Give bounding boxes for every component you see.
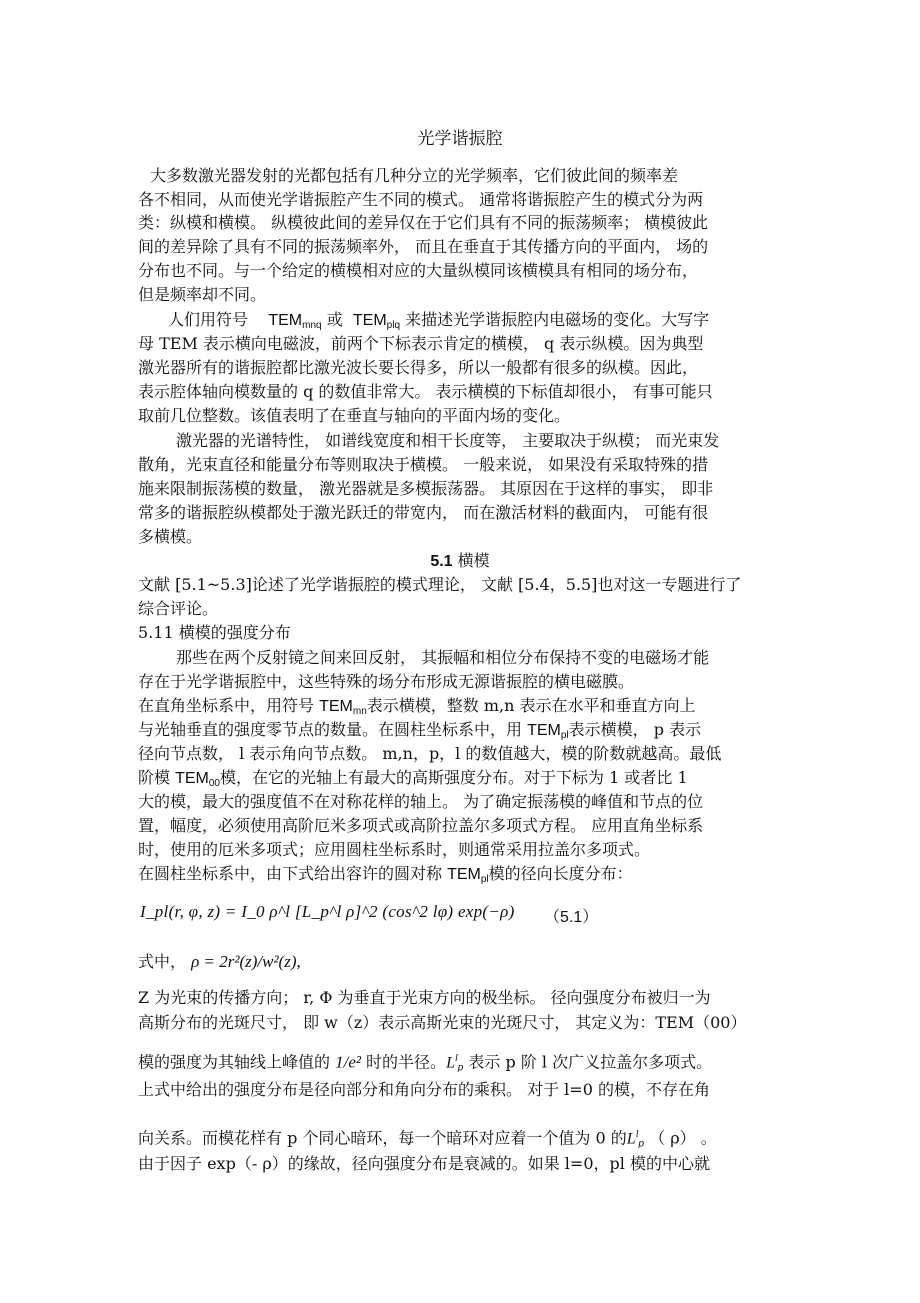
para1-line: 大多数激光器发射的光都包括有几种分立的光学频率，它们彼此间的频率差 (150, 166, 679, 185)
para5-line: 那些在两个反射镜之间来回反射， 其振幅和相位分布保持不变的电磁场才能 (176, 648, 710, 667)
para4-line: 综合评论。 (138, 599, 219, 618)
para3-line: 散角，光束直径和能量分布等则取决于横模。 一般来说， 如果没有采取特殊的措 (138, 455, 709, 474)
para5-line: 存在于光学谐振腔中，这些特殊的场分布形成无源谐振腔的横电磁膜。 (138, 672, 635, 691)
para7-line: 向关系。而模花样有 p 个同心暗环，每一个暗环对应着一个值为 0 的$L^l_p$ （ ρ） 。 (138, 1122, 798, 1148)
para2-line: 人们用符号 $TEM_{mnq}$ 或 $TEM_{plq}$ 来描述光学谐振腔内电磁场的变化。大写字 (168, 310, 710, 331)
para3-line: 施来限制振荡模的数量， 激光器就是多模振荡器。 其原因在于这样的事实， 即非 (138, 479, 714, 498)
section-heading-5-1: 5.1 横模 (430, 551, 490, 570)
para3-line: 多横模。 (138, 527, 203, 546)
para2-line: 表示腔体轴向模数量的 q 的数值非常大。 表示横模的下标值却很小， 有事可能只 (138, 382, 713, 401)
para1-line: 间的差异除了具有不同的振荡频率外， 而且在垂直于其传播方向的平面内， 场的 (138, 237, 709, 256)
para1-line: 类：纵模和横模。 纵模彼此间的差异仅在于它们具有不同的振荡频率； 横模彼此 (138, 213, 709, 232)
para6-line: 在圆柱坐标系中，由下式给出容许的圆对称 $TEM_{pl}$模的径向长度分布： (138, 864, 633, 885)
para3-line: 激光器的光谱特性， 如谱线宽度和相干长度等， 主要取决于纵模； 而光束发 (176, 431, 720, 450)
para6-line: 与光轴垂直的强度零节点的数量。在圆柱坐标系中，用 $TEM_{pl}$表示横模， p 表示 (138, 720, 702, 741)
formula-5-1: I_pl(r, φ, z) = I_0 ρ^l [L_p^l ρ]^2 (cos^2 lφ) exp(−ρ) (140, 902, 515, 921)
para2-line: 激光器所有的谐振腔都比激光波长要长得多，所以一般都有很多的纵模。因此， (138, 358, 699, 377)
para6-line: 阶模 $TEM_{00}$模，在它的光轴上有最大的高斯强度分布。对于下标为 1 或者比 1 (138, 768, 688, 789)
one-over-e-squared: 1/e² (335, 1052, 361, 1072)
para6-line: 置，幅度，必须使用高阶厄米多项式或高阶拉盖尔多项式方程。 应用直角坐标系 (138, 816, 704, 835)
para1-line: 但是频率却不同。 (138, 285, 267, 304)
para3-line: 常多的谐振腔纵模都处于激光跃迁的带宽内， 而在激活材料的截面内， 可能有很 (138, 503, 709, 522)
para7-line: Z 为光束的传播方向； r, Φ 为垂直于光束方向的极坐标。 径向强度分布被归一为 (138, 988, 711, 1007)
para1-line: 分布也不同。与一个给定的横模相对应的大量纵模同该横模具有相同的场分布， (138, 261, 699, 280)
page-title: 光学谐振腔 (417, 129, 503, 149)
where-line: 式中， ρ = 2r²(z)/w²(z), (138, 952, 301, 971)
para7-line: 高斯分布的光斑尺寸， 即 w（z）表示高斯光束的光斑尺寸， 其定义为：TEM（00） (138, 1013, 747, 1032)
para7-line: 上式中给出的强度分布是径向部分和角向分布的乘积。 对于 l=0 的模，不存在角 (138, 1080, 710, 1099)
laguerre-symbol: $L^l_p$ (626, 1129, 645, 1148)
para2-line: 母 TEM 表示横向电磁波，前两个下标表示肯定的横模， q 表示纵模。因为典型 (138, 334, 704, 353)
para2-line: 取前几位整数。该值表明了在垂直与轴向的平面内场的变化。 (138, 406, 571, 425)
para4-line: 文献 [5.1~5.3]论述了光学谐振腔的模式理论， 文献 [5.4，5.5]也对这一专题进行了 (138, 575, 742, 594)
para1-line: 各不相同，从而使光学谐振腔产生不同的模式。 通常将谐振腔产生的模式分为两 (138, 190, 704, 209)
para6-line: 径向节点数， l 表示角向节点数。 m,n，p，l 的数值越大，模的阶数就越高。最低 (138, 744, 722, 763)
para6-line: 时，使用的厄米多项式；应用圆柱坐标系时，则通常采用拉盖尔多项式。 (138, 840, 651, 859)
para7-line: 由于因子 exp（- ρ）的缘故，径向强度分布是衰减的。如果 l=0，pl 模的中心就 (138, 1154, 710, 1173)
para6-line: 在直角坐标系中，用符号 $TEM_{mn}$表示横模，整数 m,n 表示在水平和垂直方向上 (138, 696, 696, 717)
rho-definition: ρ = 2r²(z)/w²(z), (191, 952, 301, 971)
section-heading-5-11: 5.11 横模的强度分布 (138, 623, 291, 642)
para6-line: 大的模，最大的强度值不在对称花样的轴上。 为了确定振荡模的峰值和节点的位 (138, 792, 704, 811)
para7-line: 模的强度为其轴线上峰值的 1/e² 时的半径。$L^l_p$ 表示 p 阶 l 次广义拉盖尔多项式。 (138, 1046, 798, 1072)
formula-number: （5.1） (544, 909, 599, 926)
laguerre-symbol: $L^l_p$ (446, 1053, 464, 1072)
